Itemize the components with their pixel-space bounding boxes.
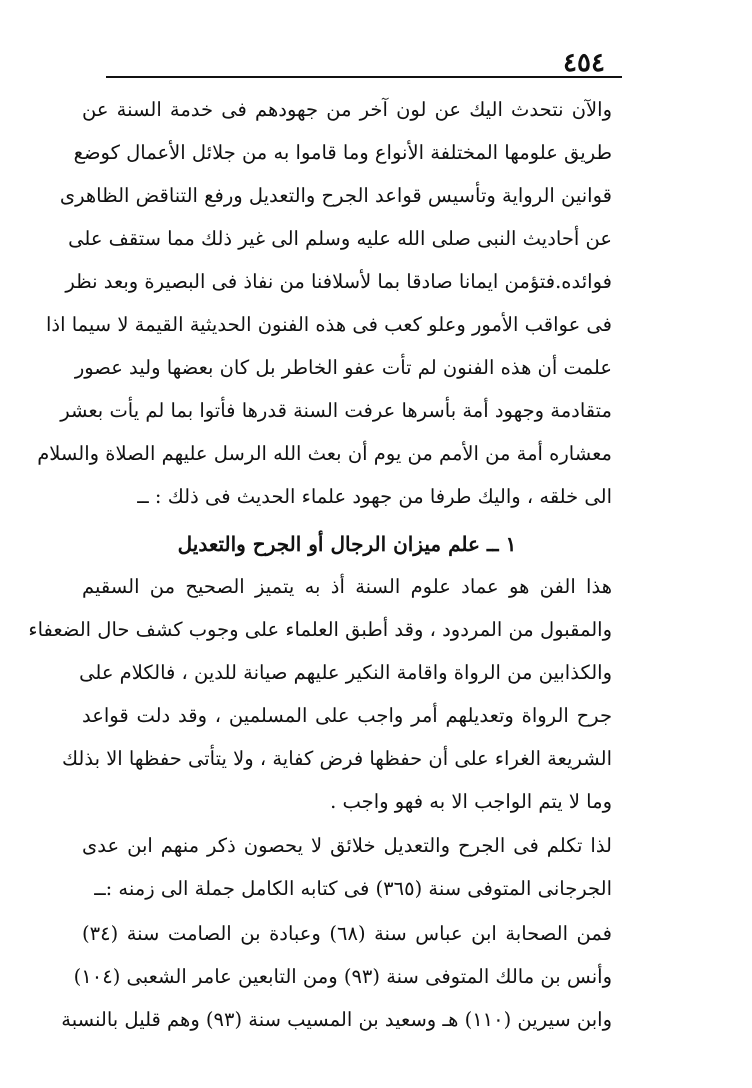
paragraph-line: والمقبول من المردود ، وقد أطبق العلماء على وجوب كشف حال الضعفاء bbox=[28, 618, 612, 641]
header-rule bbox=[106, 76, 622, 78]
paragraph-line: وما لا يتم الواجب الا به فهو واجب . bbox=[330, 790, 612, 813]
paragraph-line: طريق علومها المختلفة الأنواع وما قاموا به من جلائل الأعمال كوضع bbox=[73, 141, 612, 164]
paragraph-line: علمت أن هذه الفنون لم تأت عفو الخاطر بل كان بعضها وليد عصور bbox=[74, 356, 612, 379]
paragraph-line: فوائده.فتؤمن ايمانا صادقا بما لأسلافنا من نفاذ فى البصيرة وبعد نظر bbox=[65, 270, 612, 293]
paragraph-line: والكذابين من الرواة واقامة النكير عليهم صيانة للدين ، فالكلام على bbox=[79, 661, 612, 684]
paragraph-line: متقادمة وجهود أمة بأسرها عرفت السنة قدرها فأتوا بما لم يأت بعشر bbox=[60, 399, 612, 422]
paragraph-line: الشريعة الغراء على أن حفظها فرض كفاية ، ولا يتأتى حفظها الا بذلك bbox=[61, 747, 612, 770]
paragraph-line: وابن سيرين (١١٠) هـ وسعيد بن المسيب سنة (٩٣) وهم قليل بالنسبة bbox=[61, 1008, 612, 1031]
section-heading: ١ ــ علم ميزان الرجال أو الجرح والتعديل bbox=[177, 532, 517, 556]
paragraph-line: والآن نتحدث اليك عن لون آخر من جهودهم فى خدمة السنة عن bbox=[82, 98, 612, 121]
paragraph-line: فمن الصحابة ابن عباس سنة (٦٨) وعبادة بن الصامت سنة (٣٤) bbox=[82, 922, 612, 945]
paragraph-line: جرح الرواة وتعديلهم أمر واجب على المسلمين ، وقد دلت قواعد bbox=[82, 704, 612, 727]
paragraph-line: معشاره أمة من الأمم من يوم أن بعث الله الرسل عليهم الصلاة والسلام bbox=[37, 442, 612, 465]
paragraph-line: الى خلقه ، واليك طرفا من جهود علماء الحديث فى ذلك : ــ bbox=[137, 485, 612, 508]
paragraph-line: فى عواقب الأمور وعلو كعب فى هذه الفنون الحديثية القيمة لا سيما اذا bbox=[45, 313, 612, 336]
paragraph-line: قوانين الرواية وتأسيس قواعد الجرح والتعديل ورفع التناقض الظاهرى bbox=[59, 184, 612, 207]
page-number: ٤٥٤ bbox=[563, 48, 605, 78]
paragraph-line: الجرجانى المتوفى سنة (٣٦٥) فى كتابه الكامل جملة الى زمنه :ــ bbox=[94, 877, 612, 900]
paragraph-line: وأنس بن مالك المتوفى سنة (٩٣) ومن التابعين عامر الشعبى (١٠٤) bbox=[73, 965, 612, 988]
paragraph-line: عن أحاديث النبى صلى الله عليه وسلم الى غير ذلك مما ستقف على bbox=[68, 227, 612, 250]
paragraph-line: هذا الفن هو عماد علوم السنة أذ به يتميز الصحيح من السقيم bbox=[82, 575, 612, 598]
paragraph-line: لذا تكلم فى الجرح والتعديل خلائق لا يحصون ذكر منهم ابن عدى bbox=[82, 834, 612, 857]
